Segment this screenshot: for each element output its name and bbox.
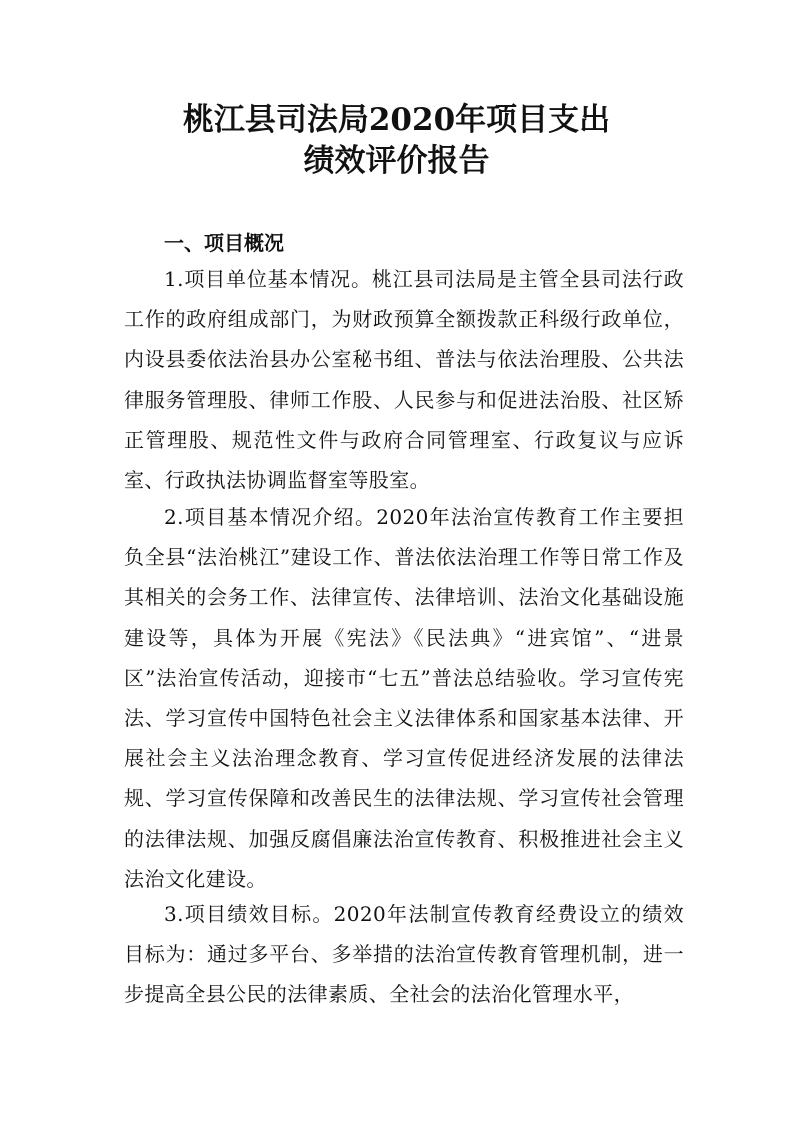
- document-title-line-2: 绩效评价报告: [303, 143, 490, 179]
- section-heading: 一、项目概况: [164, 231, 284, 255]
- paragraph-project-intro: 2.项目基本情况介绍。2020年法治宣传教育工作主要担负全县“法治桃江”建设工作、普法依法治理工作等日常工作及其相关的会务工作、法律宣传、法律培训、法治文化基础设施建设等，具体为开展《宪法》《民法典》“进宾馆”、“进景区”法治宣传活动，迎接市“七五”普法总结验收。学习宣传宪法、学习宣传中国特色社会主义法律体系和国家基本法律、开展社会主义法治理念教育、学习宣传促进经济发展的法律法规、学习宣传保障和改善民生的法律法规、学习宣传社会管理的法律法规、加强反腐倡廉法治宣传教育、积极推进社会主义法治文化建设。: [124, 505, 684, 891]
- document-title-line-1: 桃江县司法局2020年项目支出: [182, 102, 611, 138]
- paragraph-unit-info: 1.项目单位基本情况。桃江县司法局是主管全县司法行政工作的政府组成部门，为财政预算全额拨款正科级行政单位，内设县委依法治县办公室秘书组、普法与依法治理股、公共法律服务管理股、律师工作股、人民参与和促进法治股、社区矫正管理股、规范性文件与政府合同管理室、行政复议与应诉室、行政执法协调监督室等股室。: [124, 267, 684, 493]
- paragraph-performance-goal: 3.项目绩效目标。2020年法制宣传教育经费设立的绩效目标为：通过多平台、多举措的法治宣传教育管理机制，进一步提高全县公民的法律素质、全社会的法治化管理水平，: [124, 902, 684, 1007]
